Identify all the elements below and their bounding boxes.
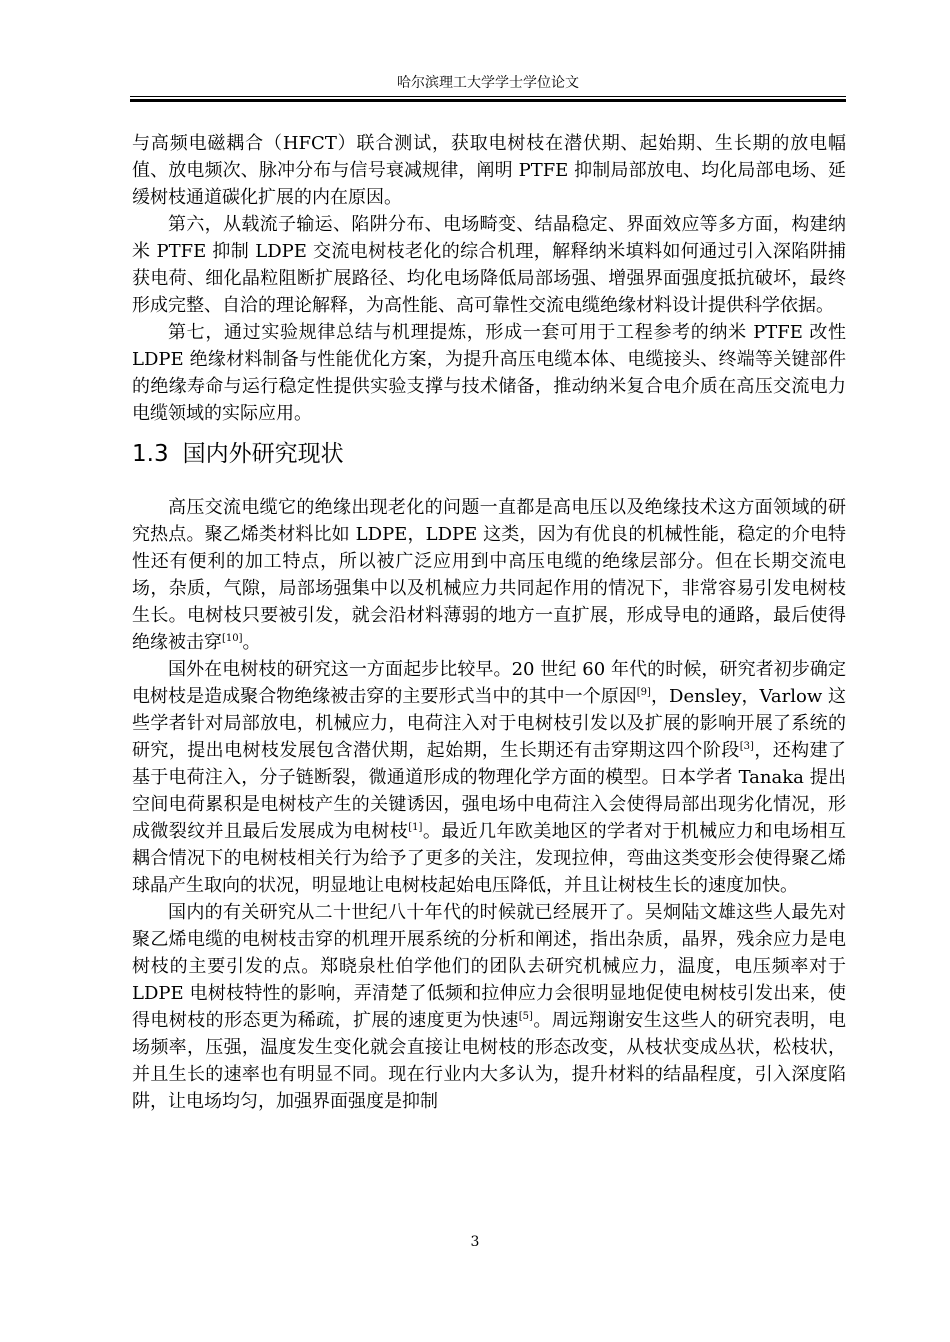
paragraph-text: 高压交流电缆它的绝缘出现老化的问题一直都是高电压以及绝缘技术这方面领域的研究热点。聚乙烯类材料比如 LDPE，LDPE 这类，因为有优良的机械性能，稳定的介电特性还有便利的加工特点，所以被广泛应用到中高压电缆的绝缘层部分。但在长期交流电场，杂质，气隙，局部场强集中以及机械应力共同起作用的情况下，非常容易引发电树枝生长。电树枝只要被引发，就会沿材料薄弱的地方一直扩展，形成导电的通路，最后使得绝缘被击穿	[132, 497, 846, 653]
section-title: 国内外研究现状	[182, 441, 344, 467]
citation: [1]	[408, 822, 423, 833]
citation: [5]	[518, 1011, 533, 1022]
paragraph-seventh: 第七，通过实验规律总结与机理提炼，形成一套可用于工程参考的纳米 PTFE 改性 LDPE 绝缘材料制备与性能优化方案，为提升高压电缆本体、电缆接头、终端等关键部件的绝缘寿命与运行稳定性提供实验支撑与技术储备，推动纳米复合电介质在高压交流电力电缆领域的实际应用。	[132, 322, 846, 424]
citation: [9]	[636, 687, 651, 698]
page-number: 3	[470, 1234, 480, 1250]
header-rule-thick	[130, 99, 846, 102]
paragraph-domestic-research	[132, 899, 846, 1115]
paragraph-text: ，Densley，Varlow 这些学者针对局部放电，机械应力，电荷注入对于电树枝引发以及扩展的影响开展了系统的研究，提出电树枝发展包含潜伏期，起始期，生长期还有击穿期这四个阶段	[132, 686, 846, 761]
paragraph-sixth: 第六，从载流子输运、陷阱分布、电场畸变、结晶稳定、界面效应等多方面，构建纳米 PTFE 抑制 LDPE 交流电树枝老化的综合机理，解释纳米填料如何通过引入深陷阱捕获电荷、细化晶粒阻断扩展路径、均化电场降低局部场强、增强界面强度抵抗破坏，最终形成完整、自洽的理论解释，为高性能、高可靠性交流电缆绝缘材料设计提供科学依据。	[132, 214, 846, 316]
citation: [10]	[222, 633, 243, 644]
section-number: 1.3	[132, 441, 169, 467]
header-rule-thin	[130, 96, 846, 97]
paragraph-foreign-research	[132, 656, 846, 899]
paragraph-text: 。	[242, 632, 261, 653]
paragraph-text: 国外在电树枝的研究这一方面起步比较早。20 世纪 60 年代的时候，研究者初步确定电树枝是造成聚合物绝缘被击穿的主要形式当中的其中一个原因	[132, 659, 846, 707]
section-heading	[132, 438, 846, 470]
running-header: 哈尔滨理工大学学士学位论文	[397, 75, 579, 91]
body-text	[132, 130, 846, 1115]
paragraph-text: 。周远翔谢安生这些人的研究表明，电场频率，压强，温度发生变化就会直接让电树枝的形态改变，从枝状变成丛状，松枝状，并且生长的速率也有明显不同。现在行业内大多认为，提升材料的结晶程度，引入深度陷阱，让电场均匀，加强界面强度是抑制	[132, 1010, 847, 1112]
paragraph-continued: 与高频电磁耦合（HFCT）联合测试，获取电树枝在潜伏期、起始期、生长期的放电幅值、放电频次、脉冲分布与信号衰减规律，阐明 PTFE 抑制局部放电、均化局部电场、延缓树枝通道碳化扩展的内在原因。	[132, 133, 846, 208]
citation: [3]	[739, 741, 754, 752]
paragraph-text: 。最近几年欧美地区的学者对于机械应力和电场相互耦合情况下的电树枝相关行为给予了更多的关注，发现拉伸，弯曲这类变形会使得聚乙烯球晶产生取向的状况，明显地让电树枝起始电压降低，并且让树枝生长的速度加快。	[132, 821, 846, 896]
paragraph-text: 国内的有关研究从二十世纪八十年代的时候就已经展开了。吴炯陆文雄这些人最先对聚乙烯电缆的电树枝击穿的机理开展系统的分析和阐述，指出杂质，晶界，残余应力是电树枝的主要引发的点。郑晓泉杜伯学他们的团队去研究机械应力，温度，电压频率对于 LDPE 电树枝特性的影响，弄清楚了低频和拉伸应力会很明显地促使电树枝引发出来，使得电树枝的形态更为稀疏，扩展的速度更为快速	[132, 902, 846, 1031]
paragraph-intro	[132, 494, 846, 656]
paragraph-text: ，还构建了基于电荷注入，分子链断裂，微通道形成的物理化学方面的模型。日本学者 Tanaka 提出空间电荷累积是电树枝产生的关键诱因，强电场中电荷注入会使得局部出现劣化情况，形成微裂纹并且最后发展成为电树枝	[132, 740, 847, 842]
